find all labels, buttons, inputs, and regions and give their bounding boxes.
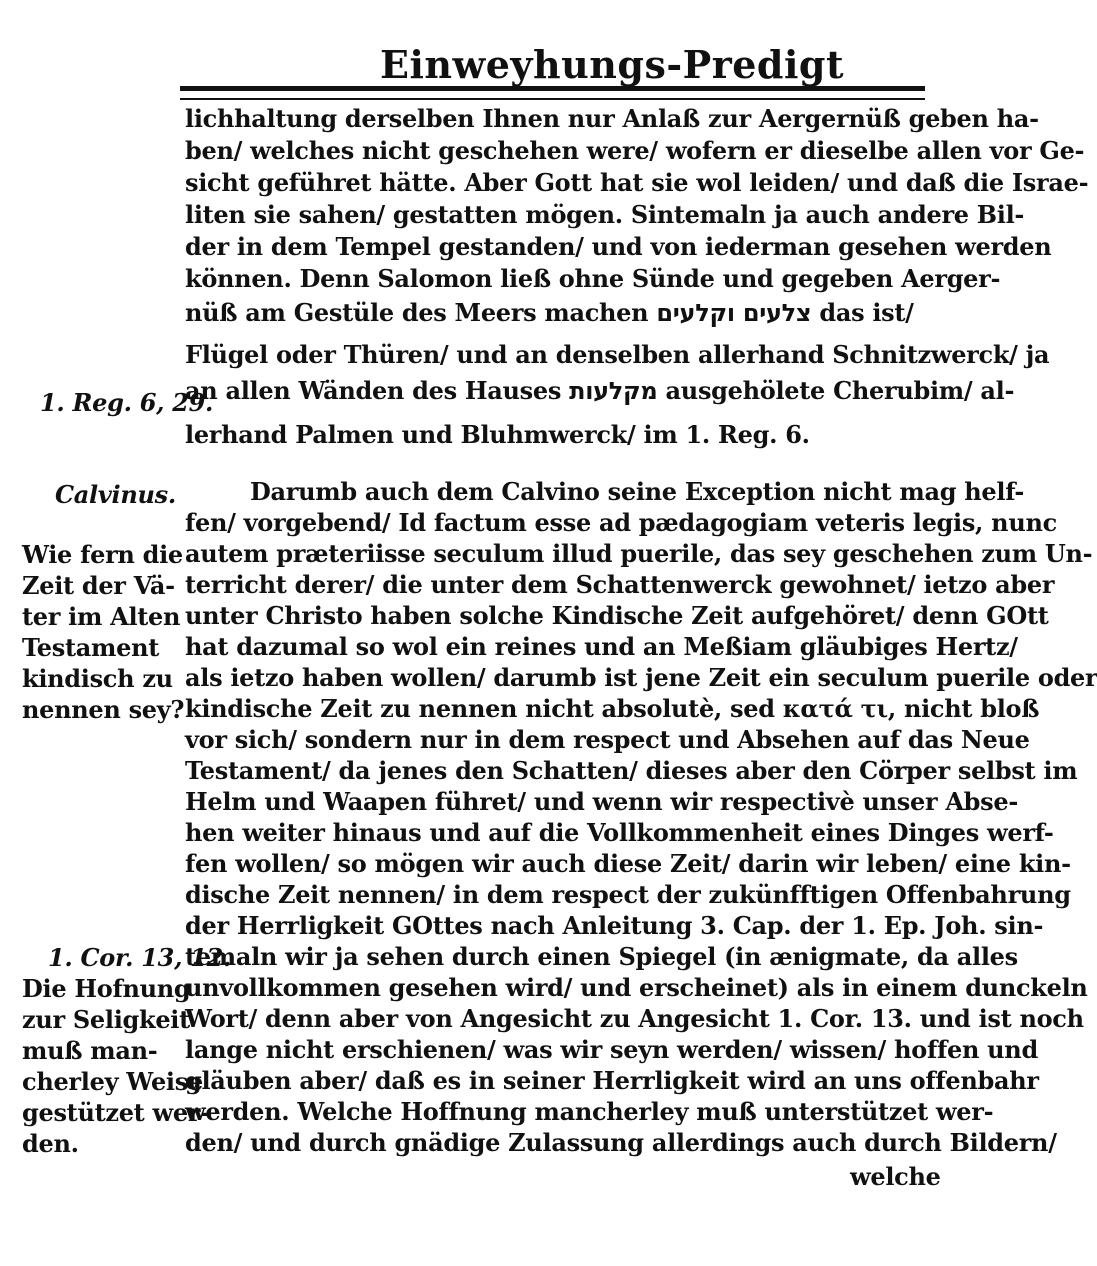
text-line: Flügel oder Thüren/ und an denselben allerhand Schnitzwerck/ ja: [185, 340, 1050, 369]
text-line: fen wollen/ so mögen wir auch diese Zeit/ darin wir leben/ eine kin-: [185, 849, 1071, 878]
margin-reference: 1. Reg. 6, 29.: [40, 388, 214, 417]
text-line: Wort/ denn aber von Angesicht zu Angesicht 1. Cor. 13. und ist noch: [185, 1004, 1084, 1033]
text-line: vor sich/ sondern nur in dem respect und Absehen auf das Neue: [185, 725, 1030, 754]
text-line: liten sie sahen/ gestatten mögen. Sintemaln ja auch andere Bil-: [185, 200, 1025, 229]
text-line-with-hebrew: [185, 376, 1015, 405]
text-line: werden. Welche Hoffnung mancherley muß unterstützet wer-: [185, 1097, 994, 1126]
margin-note-line: zur Seligkeit: [22, 1005, 190, 1034]
margin-reference: 1. Cor. 13, 12.: [48, 943, 232, 972]
text-line: Helm und Waapen führet/ und wenn wir respectivè unser Abse-: [185, 787, 1018, 816]
text-line: unter Christo haben solche Kindische Zeit aufgehöret/ denn GOtt: [185, 601, 1049, 630]
text-line: Testament/ da jenes den Schatten/ dieses aber den Cörper selbst im: [185, 756, 1078, 785]
text-line: gläuben aber/ daß es in seiner Herrligkeit wird an uns offenbahr: [185, 1066, 1039, 1095]
margin-note-line: den.: [22, 1129, 79, 1158]
text-line: hat dazumal so wol ein reines und an Meßiam gläubiges Hertz/: [185, 632, 1018, 661]
text-segment: das ist/: [819, 298, 914, 327]
text-line: als ietzo haben wollen/ darumb ist jene Zeit ein seculum puerile oder: [185, 663, 1097, 692]
margin-note-line: Zeit der Vä-: [22, 571, 175, 600]
hebrew-word: מקלעות: [569, 377, 658, 405]
text-line: lange nicht erschienen/ was wir seyn werden/ wissen/ hoffen und: [185, 1035, 1038, 1064]
margin-note-line: Die Hofnung: [22, 974, 191, 1003]
text-line: terricht derer/ die unter dem Schattenwerck gewohnet/ ietzo aber: [185, 570, 1055, 599]
text-line: kindische Zeit zu nennen nicht absolutè, sed κατά τι, nicht bloß: [185, 694, 1040, 723]
text-line: den/ und durch gnädige Zulassung allerdings auch durch Bildern/: [185, 1128, 1057, 1157]
text-line: ben/ welches nicht geschehen were/ wofern er dieselbe allen vor Ge-: [185, 136, 1085, 165]
margin-note-line: ter im Alten: [22, 602, 181, 631]
header-rule: [180, 86, 925, 100]
running-header: Einweyhungs-Predigt: [380, 42, 845, 87]
text-line: der Herrligkeit GOttes nach Anleitung 3. Cap. der 1. Ep. Joh. sin-: [185, 911, 1044, 940]
margin-name: Calvinus.: [55, 480, 176, 509]
text-line: können. Denn Salomon ließ ohne Sünde und gegeben Aerger-: [185, 264, 1001, 293]
text-line: hen weiter hinaus und auf die Vollkommenheit eines Dinges werf-: [185, 818, 1054, 847]
text-line: unvollkommen gesehen wird/ und erscheinet) als in einem dunckeln: [185, 973, 1088, 1002]
text-line-with-hebrew: [185, 298, 940, 327]
text-segment: nüß am Gestüle des Meers machen: [185, 298, 649, 327]
margin-note-line: Testament: [22, 633, 160, 662]
text-line: sicht geführet hätte. Aber Gott hat sie wol leiden/ und daß die Israe-: [185, 168, 1089, 197]
margin-note-line: kindisch zu: [22, 664, 173, 693]
text-line: lichhaltung derselben Ihnen nur Anlaß zur Aergernüß geben ha-: [185, 104, 1039, 133]
text-line: lerhand Palmen und Bluhmwerck/ im 1. Reg. 6.: [185, 420, 810, 449]
margin-note-line: Wie fern die: [22, 540, 183, 569]
text-segment: an allen Wänden des Hauses: [185, 376, 562, 405]
hebrew-word: צלעים וקלעים: [656, 299, 812, 327]
text-line: fen/ vorgebend/ Id factum esse ad pædagogiam veteris legis, nunc: [185, 508, 1057, 537]
text-segment: ausgehölete Cherubim/ al-: [665, 376, 1015, 405]
margin-note-line: nennen sey?: [22, 695, 185, 724]
margin-note-line: gestützet wer-: [22, 1098, 210, 1127]
text-line: der in dem Tempel gestanden/ und von iederman gesehen werden: [185, 232, 1052, 261]
text-line: autem præteriisse seculum illud puerile, das sey geschehen zum Un-: [185, 539, 1093, 568]
text-line: temaln wir ja sehen durch einen Spiegel (in ænigmate, da alles: [185, 942, 1018, 971]
text-line: dische Zeit nennen/ in dem respect der zukünfftigen Offenbahrung: [185, 880, 1071, 909]
paragraph-first-line: Darumb auch dem Calvino seine Exception nicht mag helf-: [250, 477, 1025, 506]
margin-note-line: cherley Weise: [22, 1067, 203, 1096]
margin-note-line: muß man-: [22, 1036, 158, 1065]
catchword: welche: [850, 1162, 941, 1191]
